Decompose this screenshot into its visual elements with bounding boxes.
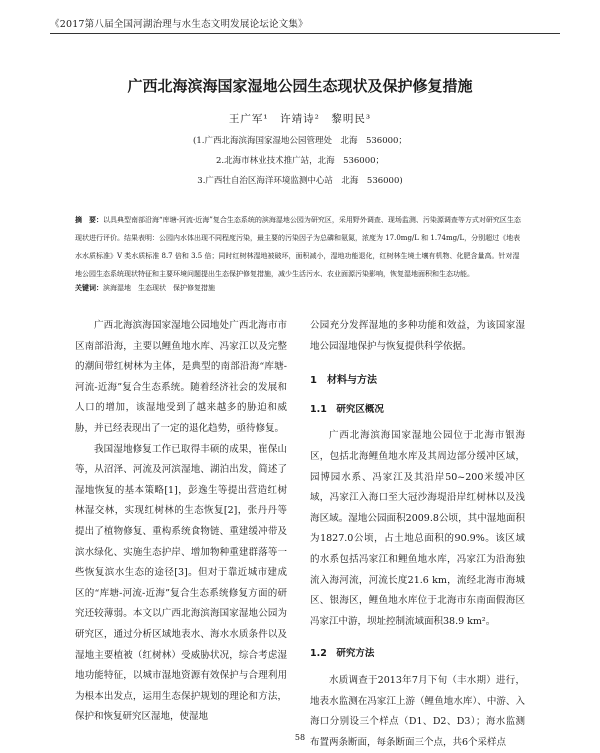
abstract-label: 摘 要： [75,215,103,224]
abstract [75,211,525,283]
running-header: 《2017第八届全国河湖治理与水生态文明发展论坛论文集》 [50,16,560,34]
keywords-label: 关键词： [75,283,103,292]
keywords [75,283,525,293]
intro-paragraph-1: 广西北海滨海国家湿地公园地处广西北海市市区南部沿海，主要以鲤鱼地水库、冯家江以及完整的潮间带红树林为主体，是典型的南部沿海“库塘-河流-近海”复合生态系统。随着经济社会的发展和人口的增加，该湿地受到了越来越多的胁迫和威胁，并已经表现出了一定的退化趋势，亟待修复。 [75,320,287,434]
affiliation-3: 3.广西壮自治区海洋环境监测中心站 北海 536000) [197,176,403,186]
intro-continuation: 公园充分发挥湿地的多种功能和效益，为该国家湿地公园湿地保护与恢复提供科学依据。 [310,320,525,352]
affiliation-1: (1.广西北海滨海国家湿地公园管理处 北海 536000； [193,136,407,146]
paper-title: 广西北海滨海国家湿地公园生态现状及保护修复措施 [127,77,473,95]
authors: 王广军¹ 许靖诗² 黎明民³ [228,113,372,125]
affiliations [0,131,600,191]
section-heading-1-1: 1.1 研究区概况 [310,403,384,415]
section-heading-1-2: 1.2 研究方法 [310,648,375,660]
keywords-text: 滨海湿地 生态现状 保护修复措施 [103,284,215,292]
left-column [75,316,287,728]
page-number: 58 [294,733,306,742]
affiliation-2: 2.北海市林业技术推广站，北海 536000； [215,156,385,166]
right-column [310,316,525,753]
intro-paragraph-2: 我国湿地修复工作已取得丰硕的成果，崔保山等，从沼泽、河流及河滨湿地、湖泊出发，简述了湿地恢复的基本策略[1]，彭逸生等提出营造红树林湿交林，实现红树林的生态恢复[2]，张丹丹等提出了植物修复、重构系统食物链、重建缓冲带及滨水绿化、实施生态护岸、增加物种重建群落等一些恢复滨水生态的途径[3]。但对于靠近城市建成区的“库塘-河流-近海”复合生态系统修复方面的研究还较薄弱。本文以广西北海滨海国家湿地公园为研究区，通过分析区域地表水、海水水质条件以及湿地主要植被（红树林）受威胁状况，综合考虑湿地功能特征，以城市湿地资源有效保护与合理利用为根本出发点，运用生态保护规划的理论和方法，保护和恢复研究区湿地，使湿地 [75,443,287,723]
abstract-text: 以具典型南部沿海“库塘-河流-近海”复合生态系统的滨海湿地公园为研究区，采用野外调查、现场监测、污染源调查等方式对研究区生态现状进行评价。结果表明：公园内水体出现不同程度污染，最主要的污染因子为总磷和氨氮，浓度为 17.0mg/L 和 1.74mg/L，分别超过《地表水水质标准》V 类水质标准 8.7 倍和 3.5 倍；同时红树林湿地被破坏，面积减小，湿地功能退化，红树林生境土壤有机物、化肥含量高。针对湿地公园生态系统现状特征和主要环境问题提出生态保护修复措施，减少生活污水、农业面源污染影响，恢复湿地面积和生态功能。 [75,216,521,278]
methods-paragraph: 水质调查于2013年7月下旬（丰水期）进行，地表水监测在冯家江上游（鲤鱼地水库）、中游、入海口分别设三个样点（D1、D2、D3）；海水监测布置两条断面，每条断面三个点，共6个采样点 [310,674,525,748]
section-heading-1: 1 材料与方法 [310,375,377,387]
study-area-paragraph: 广西北海滨海国家湿地公园位于北海市银海区，包括北海鲤鱼地水库及其周边部分缓冲区域，园博园水系、冯家江及其沿岸50~200米缓冲区域，冯家江入海口至大冠沙海堤沿岸红树林以及浅海区域。湿地公园面积2009.8公顷，其中湿地面积为1827.0公顷，占土地总面积的90.9%。该区域的水系包括冯家江和鲤鱼地水库，冯家江为沿海独流入海河流，河流长度21.6 km，流经北海市海城区、银海区，鲤鱼地水库位于北海市东南面假海区冯家江中游，坝址控制流域面积38.9 km²。 [310,430,525,627]
